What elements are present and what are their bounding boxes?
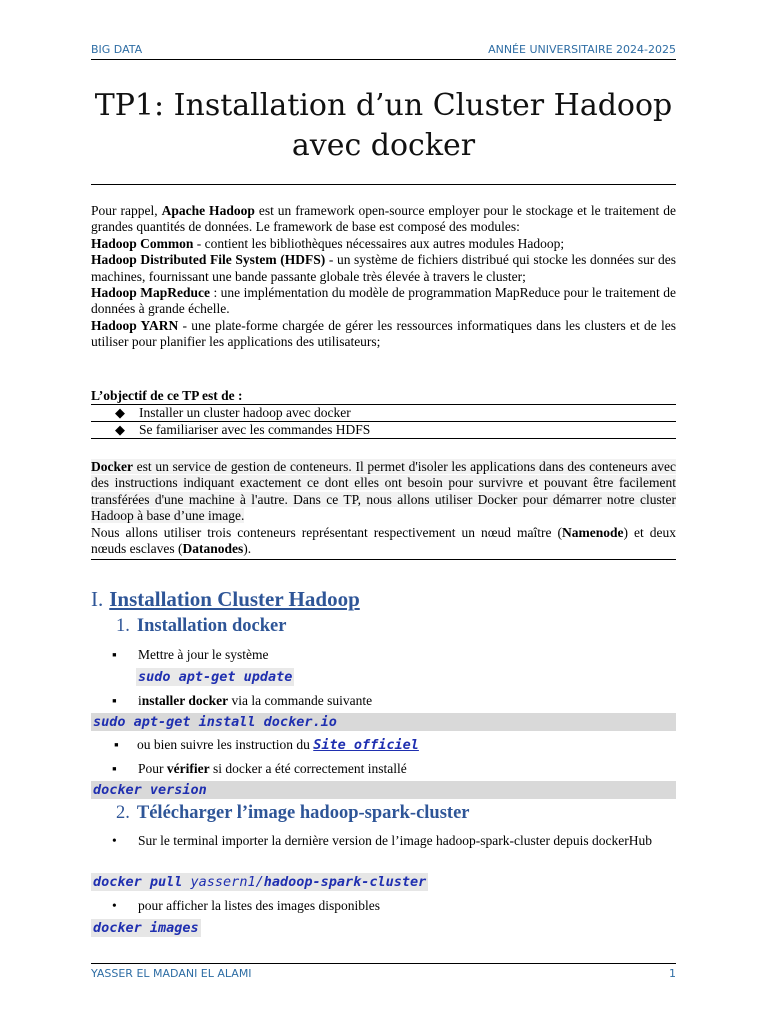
title-line-2: avec docker [291,128,476,163]
subsection-number: 1. [116,616,130,636]
step-text: Mettre à jour le système [138,647,269,662]
datanodes-term: Datanodes [182,541,244,557]
square-bullet-icon: ▪ [112,647,117,662]
subsection-title: Installation docker [136,616,287,636]
objective-item [91,405,676,422]
list-item [112,692,372,709]
code-part-user: yassern1/ [190,874,264,890]
step-text [112,692,372,709]
step-text [112,760,407,777]
docker-term: Docker [91,459,133,474]
step-text: pour afficher la listes des images disponibles [138,898,380,913]
objective-list [91,405,676,439]
objective-item-text: Se familiariser avec les commandes HDFS [139,422,371,438]
docker-desc: est un service de gestion de conteneurs. Il permet d'isoler les applications dans des conteneurs avec des instructions indiquant exactement ce dont elles ont besoin pour survivre et pouvant être facilement transférées d'une machine à l'autre. Dans ce TP, nous allons utiliser Docker pour démarrer notre cluster Hadoop à base d’une image. [91,459,676,524]
step-text-bold: nstaller docker [141,693,229,708]
intro-section [91,203,676,351]
list-item [112,760,407,777]
module-hadoop-common [91,236,676,252]
intro-paragraph [91,203,676,236]
module-mapreduce [91,285,676,318]
module-name: Hadoop YARN [91,317,179,333]
official-site-link[interactable]: Site officiel [313,737,419,753]
step-text-part: i [138,693,142,708]
code-docker-pull[interactable] [91,873,428,891]
footer-author: YASSER EL MADANI EL ALAMI [91,967,252,980]
code-docker-images[interactable]: docker images [93,920,199,936]
code-part-suffix: -cluster [361,874,427,890]
containers-text-2: ) et deux nœuds esclaves ( [91,524,677,557]
step-text [114,736,419,754]
section-number: I. [91,587,104,611]
step-text: Sur le terminal importer la dernière version de l’image hadoop-spark-cluster depuis dockerHub [138,833,652,848]
section-title: Installation Cluster Hadoop [109,587,360,611]
objective-item [91,422,676,439]
objective-label: L’objectif de ce TP est de : [91,388,676,405]
dot-bullet-icon: • [112,898,117,913]
containers-text-3: ). [243,541,252,557]
page-number: 1 [669,967,676,980]
step-text-part: ou bien suivre les instruction du [137,737,314,752]
page-header [91,43,676,60]
objective-section [91,388,676,439]
code-install-docker[interactable]: sudo apt-get install docker.io [91,713,676,731]
objective-item-text: Installer un cluster hadoop avec docker [139,405,351,421]
apache-hadoop-term: Apache Hadoop [161,203,255,218]
step-text-bold: vérifier [166,761,210,776]
module-yarn [91,318,676,351]
step-text-part: via la commande suivante [228,693,373,708]
containers-paragraph [91,525,676,558]
module-name: Hadoop Common [91,235,194,251]
module-name: Hadoop MapReduce [91,285,210,301]
intro-text: Pour rappel, [91,203,162,218]
subsection-title: Télécharger l’image hadoop-spark-cluster [136,803,470,823]
list-item [112,897,380,914]
namenode-term: Namenode [562,524,624,540]
square-bullet-icon: ▪ [112,761,117,776]
code-part: docker pull [93,874,191,890]
containers-text: Nous allons utiliser trois conteneurs représentant respectivement un nœud maître ( [91,524,562,540]
docker-paragraph [91,459,676,525]
subsection-heading-1 [116,616,286,637]
code-docker-version[interactable]: docker version [91,781,676,799]
diamond-bullet-icon: ◆ [115,422,125,438]
list-item [114,736,419,754]
module-hdfs [91,252,676,285]
page-footer [91,963,676,980]
header-year: ANNÉE UNIVERSITAIRE 2024-2025 [488,43,676,56]
dot-bullet-icon: • [112,833,117,848]
list-item [112,832,676,849]
step-text-part: Pour [138,761,167,776]
module-name: Hadoop Distributed File System (HDFS) [91,252,326,268]
title-line-1: TP1: Installation d’un Cluster Hadoop [94,88,673,123]
module-desc: - une plate-forme chargée de gérer les ressources informatiques dans les clusters et de les utiliser pour planifier les applications des utilisateurs; [91,317,676,350]
square-bullet-icon: ▪ [112,693,117,708]
list-item [112,646,268,663]
module-desc: - un système de fichiers distribué qui stocke les données sur des machines, fournissant une bande passante globale très élevée à travers le cluster; [91,252,676,284]
docker-section [91,459,676,560]
document-title [91,86,676,166]
step-text-part: si docker a été correctement installé [209,761,407,776]
subsection-heading-2 [116,803,470,824]
module-desc: : une implémentation du modèle de programmation MapReduce pour le traitement de données à grande échelle. [91,285,676,317]
square-bullet-icon: ▪ [114,737,119,752]
title-divider [91,184,676,185]
header-course: BIG DATA [91,43,143,56]
diamond-bullet-icon: ◆ [115,405,125,421]
subsection-number: 2. [116,803,130,823]
intro-text-2: est un framework open-source employer pour le stockage et le traitement de grandes quantités de données. Le framework de base est composé des modules: [91,203,676,235]
module-desc: - contient les bibliothèques nécessaires aux autres modules Hadoop; [193,235,565,251]
code-apt-update[interactable]: sudo apt-get update [138,669,293,685]
section-heading [91,587,360,612]
code-part-image: hadoop-spark [263,874,362,890]
